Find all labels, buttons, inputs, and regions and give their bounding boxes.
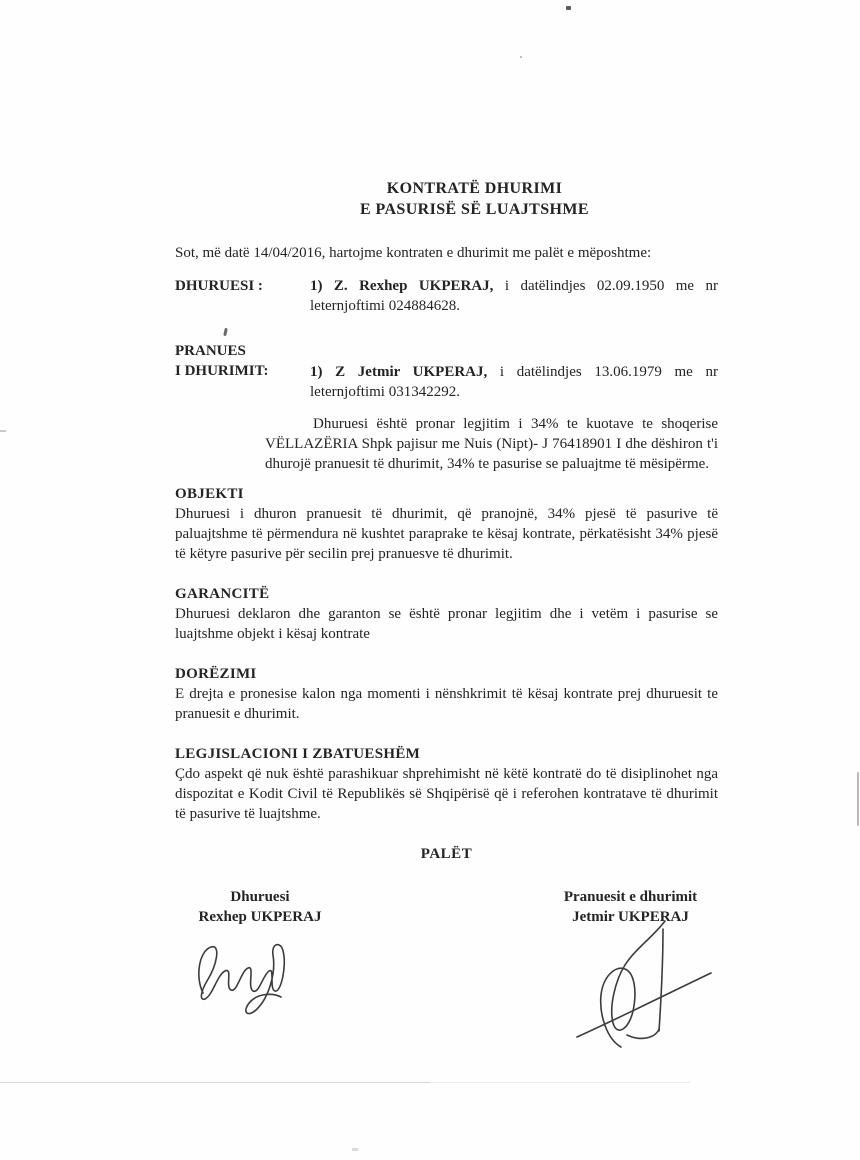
intro-line: Sot, më datë 14/04/2016, hartojme kontraten e dhurimit me palët e mëposhtme: [175,245,652,261]
section-body: Çdo aspekt që nuk është parashikuar shprehimisht në këtë kontratë do të disiplinohet nga dispozitat e Kodit Civil të Republikës së Shqipërisë që i referohen kontratave të dhurimit të pasurive të luajtshme. [175,766,718,822]
scan-edge-line-right [857,772,859,826]
party-name-bold: 1) Z. Rexhep UKPERAJ, [310,278,494,294]
scan-speck-bottom [352,1148,358,1151]
signature-block-dhuruesi [175,887,345,1055]
scan-fold-line [0,1082,430,1083]
party-label-dhuruesi [175,276,310,316]
party-details-pranues [310,341,718,402]
party-details-dhuruesi [310,276,718,316]
document-title [203,178,746,220]
section-garancite [175,584,718,644]
section-heading: LEGJISLACIONI I ZBATUESHËM [175,746,421,762]
party-label-line1: PRANUES [175,343,246,359]
section-heading: GARANCITË [175,586,270,602]
section-legjislacioni [175,744,718,824]
section-objekti [175,484,718,564]
section-body: Dhuruesi deklaron dhe garanton se është pronar legjitim dhe i vetëm i pasurise se luajtshme objekt i kësaj kontrate [175,606,718,642]
signature-name: Rexhep UKPERAJ [198,909,322,925]
party-label-pranues [175,341,310,402]
signature-dhuruesi-ink [193,935,305,1027]
signature-role: Dhuruesi [230,889,290,905]
scan-speck-top [566,6,571,10]
title-line-2: E PASURISË SË LUAJTSHME [360,201,589,218]
party-details-rest: i datëlindjes 13.06.1979 me nr leternjoftimi 031342292. [310,364,718,400]
section-body: Dhuruesi i dhuron pranuesit të dhurimit, që pranojnë, 34% pjesë të pasurive të paluajtshme të përmendura në kushtet paraprake te kësaj kontrate, përkatësisht 34% pjesë të këtyre pasurive për secilin prej pranuesve të dhurimit. [175,506,718,562]
section-heading: OBJEKTI [175,486,244,502]
signature-block-pranues [543,887,718,1055]
signature-pranues-ink [569,915,719,1055]
party-row-pranues [175,341,718,402]
section-heading: DORËZIMI [175,666,257,682]
signature-row [175,887,718,1055]
section-body: E drejta e pronesise kalon nga momenti i nënshkrimit të kësaj kontrate prej dhuruesit te pranuesit e dhurimit. [175,686,718,722]
contract-body [175,178,718,1055]
party-row-dhuruesi [175,276,718,316]
parties-heading: PALËT [420,846,473,862]
signature-name: Jetmir UKPERAJ [572,909,689,925]
party-details-rest: i datëlindjes 02.09.1950 me nr leternjoftimi 024884628. [310,278,719,314]
section-dorezimi [175,664,718,724]
party-label-text: DHURUESI : [175,278,263,294]
title-line-1: KONTRATË DHURIMI [386,180,563,197]
scan-edge-mark-left [0,430,6,432]
party-label-line2: I DHURIMIT: [175,363,269,379]
preamble-paragraph: Dhuruesi është pronar legjitim i 34% te kuotave te shoqerise VËLLAZËRIA Shpk pajisur me Nuis (Nipt)- J 76418901 I dhe dëshiron t'i dhurojë pranuesit të dhurimit, 34% te pasurise se paluajtme të mësipërme. [265,416,718,472]
scan-speck-small [520,56,522,58]
party-name-bold: 1) Z Jetmir UKPERAJ, [310,364,488,380]
scan-fold-line-fade [430,1082,690,1083]
signature-role: Pranuesit e dhurimit [563,889,698,905]
